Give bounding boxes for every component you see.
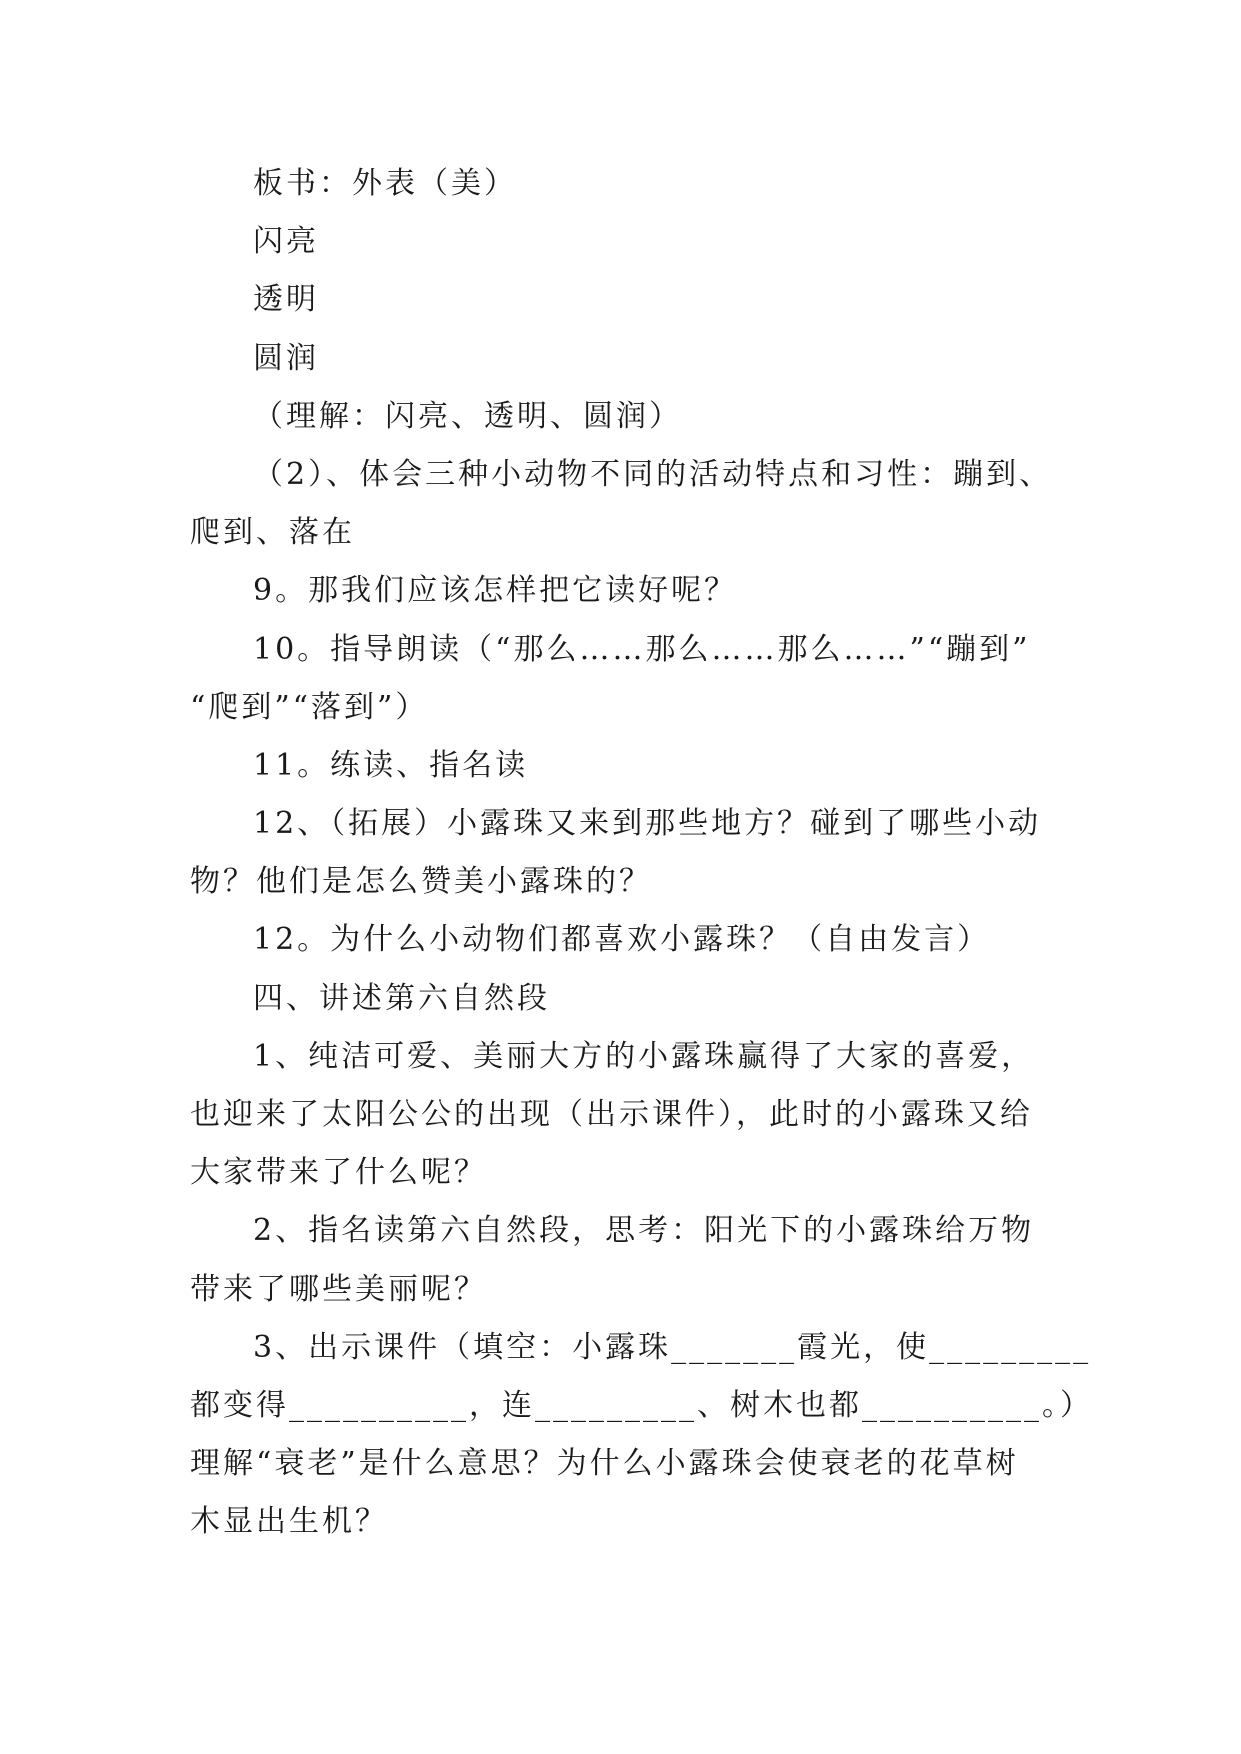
text-line: 12、（拓展）小露珠又来到那些地方？碰到了哪些小动 <box>253 806 1042 842</box>
text-line: 2、指名读第六自然段，思考：阳光下的小露珠给万物 <box>253 1213 1035 1249</box>
text-line: 圆润 <box>253 340 319 376</box>
text-line: 板书：外表（美） <box>253 166 517 201</box>
text-line: 1、纯洁可爱、美丽大方的小露珠赢得了大家的喜爱， <box>253 1038 1035 1074</box>
text-line: （2）、体会三种小动物不同的活动特点和习性：蹦到、 <box>253 456 1053 492</box>
text-line: （理解：闪亮、透明、圆润） <box>253 398 682 434</box>
text-line: 闪亮 <box>253 224 319 260</box>
text-line: 10。指导朗读（“那么……那么……那么……”“蹦到” <box>253 631 1031 667</box>
text-line: 11。练读、指名读 <box>253 747 529 783</box>
text-line: 12。为什么小动物们都喜欢小露珠？（自由发言） <box>253 922 991 958</box>
text-line: 四、讲述第六自然段 <box>253 980 550 1016</box>
text-line: 9。那我们应该怎样把它读好呢？ <box>253 573 738 609</box>
text-line: “爬到”“落到”） <box>190 689 429 725</box>
text-line: 木显出生机？ <box>190 1504 388 1540</box>
text-line: 物？他们是怎么赞美小露珠的？ <box>190 864 652 900</box>
text-line: 大家带来了什么呢？ <box>190 1155 487 1191</box>
text-line: 3、出示课件（填空：小露珠_______霞光，使_________ <box>253 1329 1092 1365</box>
text-line: 都变得__________，连_________、树木也都__________。） <box>190 1387 1093 1423</box>
text-line: 也迎来了太阳公公的出现（出示课件），此时的小露珠又给 <box>190 1097 1033 1132</box>
text-line: 带来了哪些美丽呢？ <box>190 1271 487 1307</box>
body-text <box>190 155 1093 1552</box>
text-line: 透明 <box>253 282 319 318</box>
text-line: 爬到、落在 <box>190 515 355 551</box>
text-line: 理解“衰老”是什么意思？为什么小露珠会使衰老的花草树 <box>190 1446 1019 1482</box>
